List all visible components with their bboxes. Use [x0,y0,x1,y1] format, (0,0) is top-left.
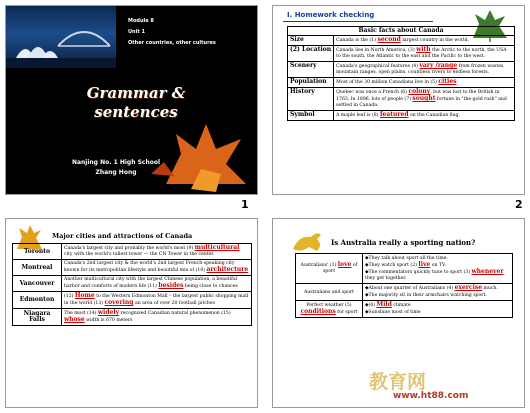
watermark-url: www.ht88.com [393,391,469,401]
body-text: Perfect weather (5) [306,302,352,308]
body-text: they get together. [365,276,407,281]
slide-2[interactable] [272,5,525,195]
heading-underline [283,21,433,22]
homework-heading: I. Homework checking [287,11,375,19]
body-text: The most (14) [64,311,98,316]
body-text: an area of over 20 football pitches [133,301,215,306]
city-description [62,260,252,276]
body-text: Australians' (1) [300,263,338,268]
table-row [13,292,252,309]
table-row [13,244,252,260]
answer-text: whenever [471,268,504,275]
body-text: The majority sit in their armchairs watching sport. [368,293,487,298]
answer-text: second [377,36,401,43]
bullet-point [365,255,510,262]
city-name: Montreal [13,260,62,276]
body-text: (6) [368,303,377,308]
bullet-point [365,309,510,316]
slide-1[interactable] [5,5,258,195]
body-text: on TV. [430,263,446,268]
body-text: width is 670 meters [84,318,133,323]
body-text: climate [391,303,411,308]
body-text: on the Canadian flag. [408,113,460,118]
answer-text: colony [408,88,431,95]
unit-topic: Other countries, other cultures [128,40,216,46]
school-name: Nanjing No. 1 High School [71,159,161,166]
table-row [13,260,252,276]
body-text: Sunshine most of time [368,310,421,315]
bullet-icon: ◆ [365,263,369,268]
bullet-icon: ◆ [365,303,369,308]
answer-text: with [416,46,431,53]
city-name: Edmonton [13,292,62,309]
table-row [288,78,515,88]
canada-facts-table [287,26,515,121]
answer-text: whose [64,316,85,323]
body-text: They watch sport (2) [368,263,419,268]
opera-house-graphic [6,6,116,68]
answer-text: widely [97,309,120,316]
body-text: largest country in the world. [400,38,470,43]
bullet-icon: ◆ [365,310,369,315]
answer-text: besides [158,282,184,289]
body-text: much. [482,286,498,291]
table-row [288,111,515,121]
answer-text: love [337,261,352,268]
body-text: The commentators quickly tune to sport (3) [368,270,472,275]
points-cell [363,254,513,284]
table-row [296,254,513,284]
city-description [62,309,252,326]
table-row [13,276,252,292]
body-text: city with the world's tallest tower — the CN Tower in the center. [64,252,215,257]
city-name: Niagara Falls [13,309,62,326]
city-name: Toronto [13,244,62,260]
points-cell [363,301,513,318]
body-text: Canada's 2nd largest city & the world's 2nd largest French-speaking city known for its metropolitan lifestyle and beautiful mix of (10) [64,261,235,273]
points-cell [363,284,513,301]
table-row [296,284,513,301]
body-text: (12) [64,294,75,299]
bullet-point [365,292,510,299]
answer-text: multicultural [194,244,240,251]
body-text: Canada is the (1) [336,38,378,43]
row-content [334,46,515,62]
city-description [62,276,252,292]
bullet-icon: ◆ [365,293,369,298]
bullet-point [365,285,510,292]
body-text: About one quarter of Australians (4) [368,286,455,291]
row-label: History [288,88,334,111]
slide-1-title: Grammar & sentences [86,84,186,121]
row-label: Population [288,78,334,88]
body-text: Another multicultural city with the largest Chinese population, a beautiful harbor and comforts of modern life (11) [64,277,238,289]
row-label: (2) Location [288,46,334,62]
slide-3[interactable] [5,218,258,408]
body-text: the Arctic to the north, the USA to the south, the Atlantic to the east and the Pacific to the west. [336,48,507,59]
sport-title: Is Australia really a sporting nation? [331,238,476,247]
body-text: Canada lies in North America, (3) [336,48,417,53]
answer-text: live [418,261,431,268]
slide-4[interactable] [272,218,525,408]
watermark-cn: 教育网 [369,371,427,393]
answer-text: vary /range [419,62,458,69]
city-description [62,244,252,260]
answer-text: Mild [376,301,392,308]
slide-1-meta [128,16,216,49]
teacher-name: Zhang Hong [95,169,137,176]
body-text: Canada's geographical features (4) [336,64,420,69]
body-text: from frozen wastes, mountain ranges, open plains, countless rivers to endless forests. [336,64,505,75]
table-row [288,88,515,111]
body-text: Quebec was once a French (6) [336,90,409,95]
body-text: to the Western Edmonton Mall – the largest public shopping mall in the world (13) [64,294,249,306]
body-text: , but was lost to the British in 1763. In 1896, lots of people (7) [336,90,500,102]
body-text: of sport [322,263,358,274]
page-number-1: 1 [241,198,249,211]
body-text: recognized Canadian natural phenomenon (15) [119,311,231,316]
answer-text: exercise [454,284,483,291]
row-content [334,88,515,111]
table-title: Basic facts about Canada [288,27,515,36]
body-text: being close to chances [183,284,238,289]
topic-cell [296,254,363,284]
answer-text: architecture [206,266,249,273]
bullet-icon: ◆ [365,256,369,261]
city-name: Vancouver [13,276,62,292]
bullet-point [365,302,510,309]
body-text: . [456,80,458,85]
table-row [288,46,515,62]
table-row [288,36,515,46]
city-description [62,292,252,309]
bullet-icon: ◆ [365,270,369,275]
table-row [288,62,515,78]
topic-cell [296,284,363,301]
body-text: for sport [335,309,358,315]
cities-table [12,243,252,326]
row-content [334,111,515,121]
maple-leaves-graphic [146,114,256,194]
module-label: Module 8 [128,18,154,24]
bullet-icon: ◆ [365,286,369,291]
answer-text: featured [379,111,409,118]
sport-table [295,253,513,318]
row-content [334,36,515,46]
row-label: Size [288,36,334,46]
body-text: They talk about sport all the time. [368,256,448,261]
topic-cell [296,301,363,318]
body-text: Canada's largest city and probably the world's most (9) [64,246,195,251]
body-text: Most of the 30 million Canadians live in (5) [336,80,439,85]
row-label: Symbol [288,111,334,121]
answer-text: sought [412,95,436,102]
school-info [46,158,186,178]
bullet-point [365,269,510,282]
body-text: fortune in "the gold rush" and settled in Canada. [336,97,507,108]
kangaroo-icon [287,227,331,255]
table-row [296,301,513,318]
body-text: A maple leaf is (8) [336,113,380,118]
row-content [334,78,515,88]
answer-text: conditions [300,307,336,315]
body-text: Australians and sport [303,289,355,295]
answer-text: Home [74,292,95,299]
answer-text: covering [104,299,134,306]
cities-title: Major cities and attractions of Canada [52,232,193,240]
row-content [334,62,515,78]
unit-label: Unit 1 [128,29,145,35]
page-number-2: 2 [515,198,523,211]
table-row [13,309,252,326]
sydney-harbour-photo [6,6,116,68]
answer-text: cities [438,78,457,85]
row-label: Scenery [288,62,334,78]
